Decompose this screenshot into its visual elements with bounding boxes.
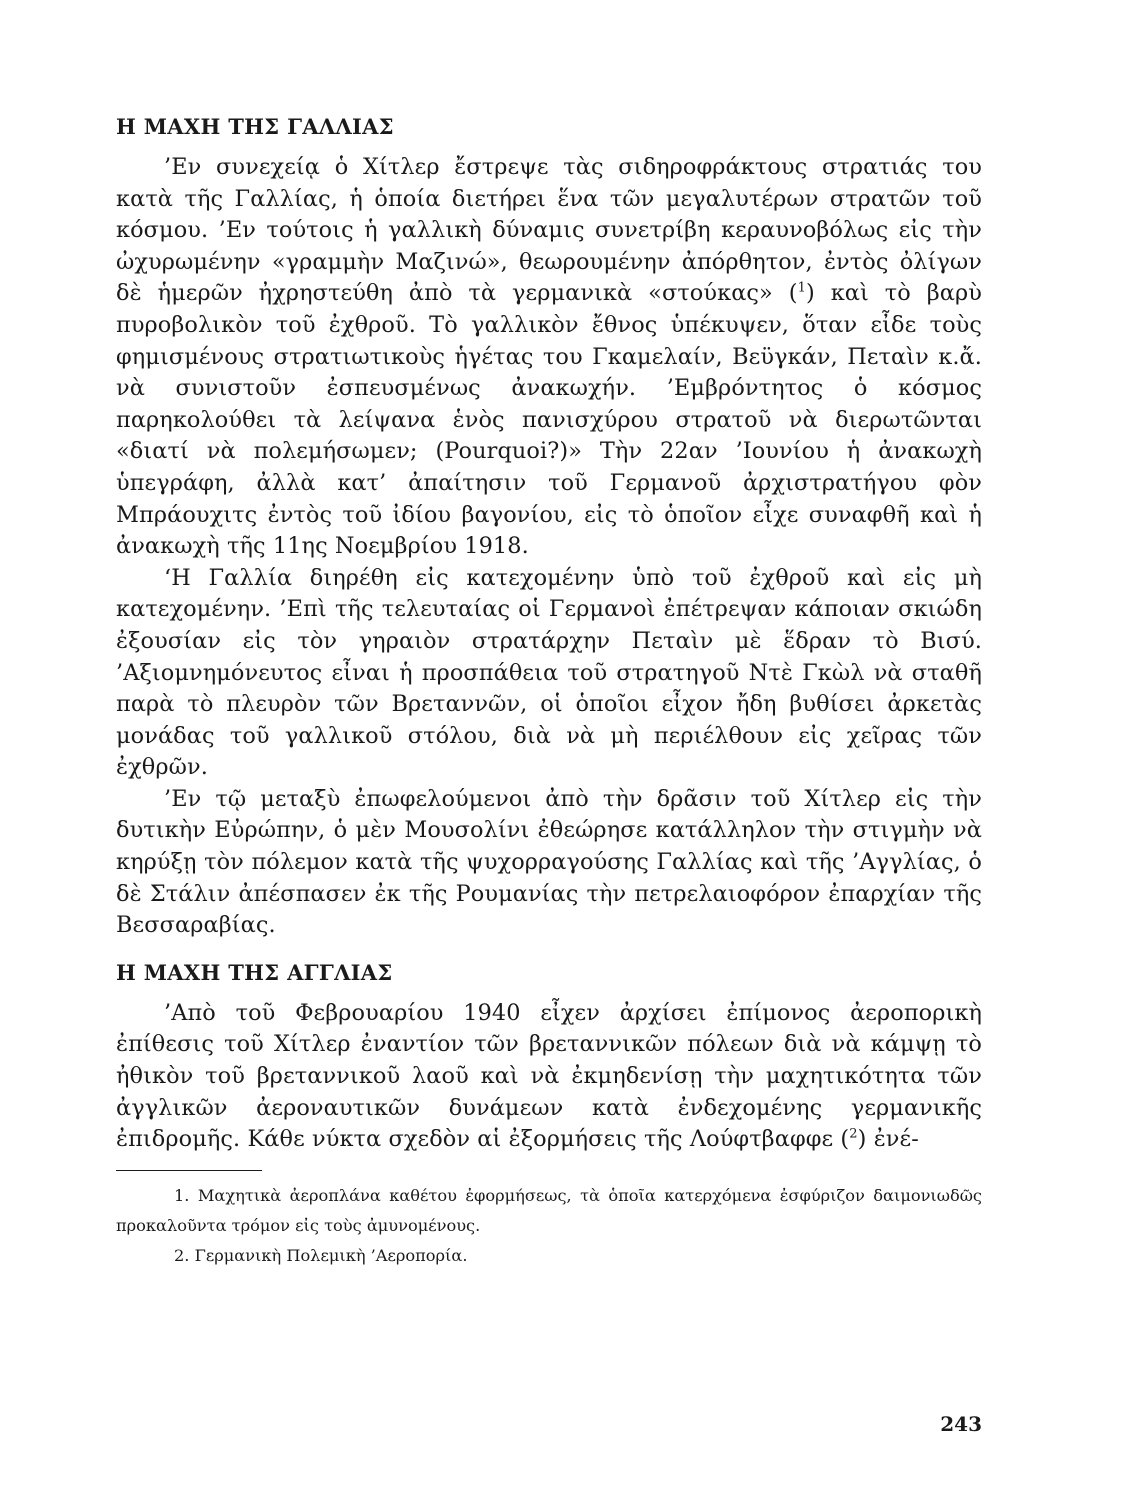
paragraph <box>116 784 982 942</box>
section-heading-france: Η ΜΑΧΗ ΤΗΣ ΓΑΛΛΙΑΣ <box>116 114 394 139</box>
paragraph-text: ’Εν τῷ μεταξὺ ἐπωφελούμενοι ἀπὸ τὴν δρᾶσιν τοῦ Χίτλερ εἰς τὴν δυτικὴν Εὐρώπην, ὁ μὲν Μουσολίνι ἐθεώρησε κατάλληλον τὴν στιγμὴν νὰ κηρύξῃ τὸν πόλεμον κατὰ τῆς ψυχορραγούσης Γαλλίας καὶ τῆς ’Αγγλίας, ὁ δὲ Στάλιν ἀπέσπασεν ἐκ τῆς Ρουμανίας τὴν πετρελαιοφόρον ἐπαρχίαν τῆς Βεσσαραβίας. <box>116 785 982 939</box>
footnote-2: 2. Γερμανικὴ Πολεμικὴ ’Αεροπορία. <box>174 1245 468 1265</box>
paragraph-text: ‘Η Γαλλία διηρέθη εἰς κατεχομένην ὑπὸ τοῦ ἐχθροῦ καὶ εἰς μὴ κατεχομένην. ’Επὶ τῆς τελευταίας οἱ Γερμανοὶ ἐπέτρεψαν κάποιαν σκιώδη ἐξουσίαν εἰς τὸν γηραιὸν στρατάρχην Πεταὶν μὲ ἕδραν τὸ Βισύ. ’Αξιομνημόνευτος εἶναι ἡ προσπάθεια τοῦ στρατηγοῦ Ντὲ Γκὼλ νὰ σταθῆ παρὰ τὸ πλευρὸν τῶν Βρεταννῶν, οἱ ὁποῖοι εἶχον ἤδη βυθίσει ἀρκετὰς μονάδας τοῦ γαλλικοῦ στόλου, διὰ νὰ μὴ περιέλθουν εἰς χεῖρας τῶν ἐχθρῶν. <box>116 564 982 781</box>
footnote-ref-1: 1 <box>797 280 806 296</box>
paragraph-text: ’Απὸ τοῦ Φεβρουαρίου 1940 εἶχεν ἀρχίσει ἐπίμονος ἀεροπορικὴ ἐπίθεσις τοῦ Χίτλερ ἐναντίον τῶν βρεταννικῶν πόλεων διὰ νὰ κάμψῃ τὸ ἠθικὸν τοῦ βρεταννικοῦ λαοῦ καὶ νὰ ἐκμηδενίσῃ τὴν μαχητικότητα τῶν ἀγγλικῶν ἀεροναυτικῶν δυνάμεων κατὰ ἐνδεχομένης γερμανικῆς ἐπιδρομῆς. Κάθε νύκτα σχεδὸν αἱ ἐξορμήσεις τῆς Λούφτβαφφε ( <box>116 999 982 1153</box>
footnote-ref-2: 2 <box>849 1126 858 1142</box>
paragraph-text: ) ἐνέ- <box>857 1126 919 1153</box>
footnote-1: 1. Μαχητικὰ ἀεροπλάνα καθέτου ἐφορμήσεως, τὰ ὁποῖα κατερχόμενα ἐσφύριζον δαιμονιωδῶς προκαλοῦντα τρόμον εἰς τοὺς ἀμυνομένους. <box>116 1185 982 1235</box>
page-content <box>116 112 982 1271</box>
paragraph-text: ’Εν συνεχείᾳ ὁ Χίτλερ ἔστρεψε τὰς σιδηροφράκτους στρατιάς του κατὰ τῆς Γαλλίας, ἡ ὁποία διετήρει ἕνα τῶν μεγαλυτέρων στρατῶν τοῦ κόσμου. ’Εν τούτοις ἡ γαλλικὴ δύναμις συνετρίβη κεραυνοβόλως εἰς τὴν ὠχυρωμένην «γραμμὴν Μαζινώ», θεωρουμένην ἀπόρθητον, ἐντὸς ὀλίγων δὲ ἡμερῶν ἠχρηστεύθη ἀπὸ τὰ γερμανικὰ «στούκας» ( <box>116 154 982 307</box>
paragraph <box>116 563 982 784</box>
paragraph <box>116 998 982 1156</box>
paragraph <box>116 152 982 563</box>
page-number: 243 <box>940 1412 982 1436</box>
section-heading-england: Η ΜΑΧΗ ΤΗΣ ΑΓΓΛΙΑΣ <box>116 959 393 985</box>
paragraph-text: ) καὶ τὸ βαρὺ πυροβολικὸν τοῦ ἐχθροῦ. Τὸ γαλλικὸν ἔθνος ὑπέκυψεν, ὅταν εἶδε τοὺς φημισμένους στρατιωτικοὺς ἡγέτας του Γκαμελαίν, Βεϋγκάν, Πεταὶν κ.ἄ. νὰ συνιστοῦν ἐσπευσμένως ἀνακωχήν. ’Εμβρόντητος ὁ κόσμος παρηκολούθει τὰ λείψανα ἑνὸς πανισχύρου στρατοῦ νὰ διερωτῶνται «διατί νὰ πολεμήσωμεν; (Pourquoi?)» Τὴν 22αν ’Ιουνίου ἡ ἀνακωχὴ ὑπεγράφη, ἀλλὰ κατ’ ἀπαίτησιν τοῦ Γερμανοῦ ἀρχιστρατήγου φὸν Μπράουχιτς ἐντὸς τοῦ ἰδίου βαγονίου, εἰς τὸ ὁποῖον εἶχε συναφθῆ καὶ ἡ ἀνακωχὴ τῆς 11ης Νοεμβρίου 1918. <box>116 280 982 560</box>
footnote-divider <box>116 1170 262 1171</box>
